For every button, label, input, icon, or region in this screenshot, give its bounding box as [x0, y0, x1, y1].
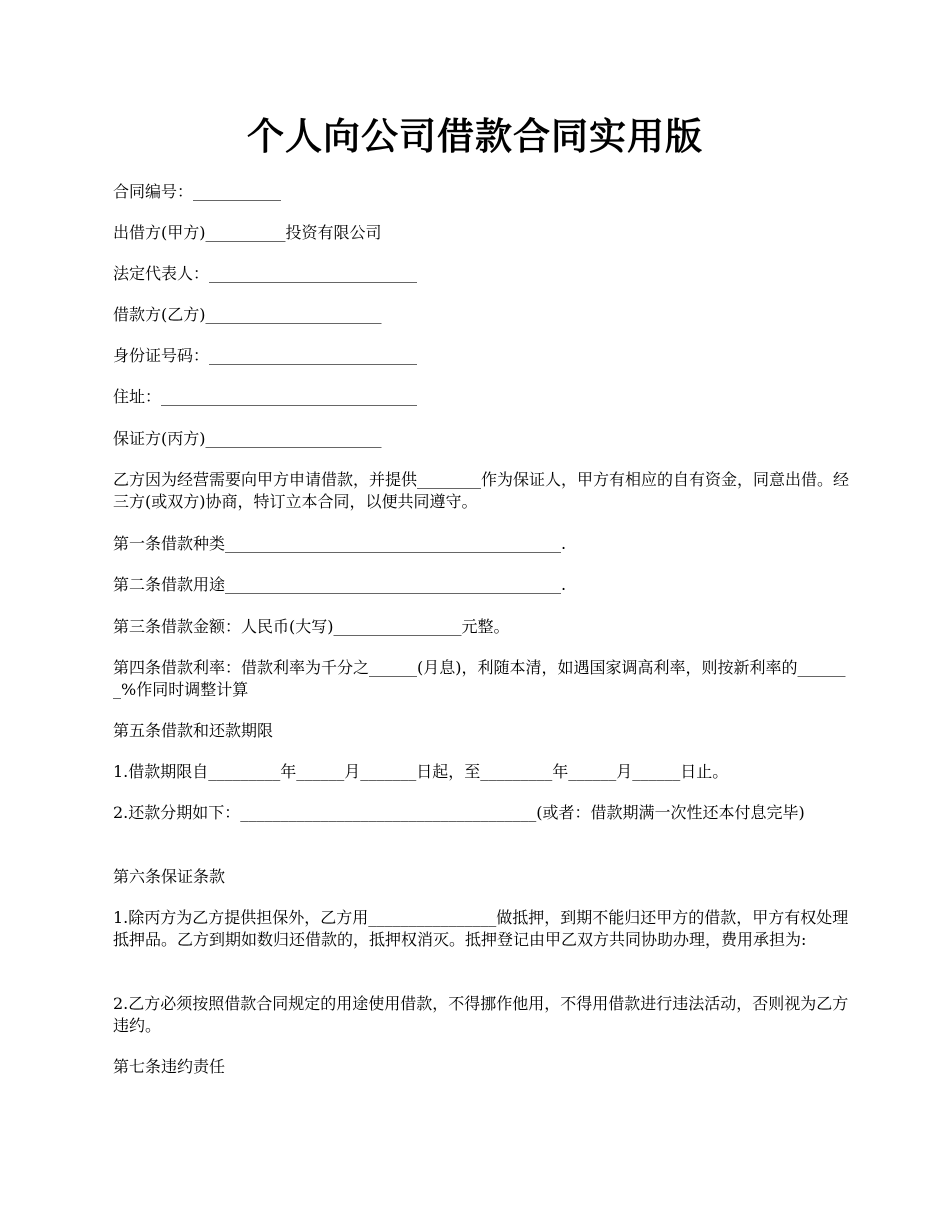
- address-line: 住址：________________________________: [113, 387, 418, 406]
- repayment-line: 2.还款分期如下：_____________________________________(或者：借款期满一次性还本付息完毕): [113, 803, 805, 822]
- article-5-heading: 第五条借款和还款期限: [113, 721, 274, 740]
- guarantor-line: 保证方(丙方)______________________: [113, 429, 382, 448]
- borrower-line: 借款方(乙方)______________________: [113, 305, 382, 324]
- id-number-line: 身份证号码：__________________________: [113, 346, 418, 365]
- article-7-heading: 第七条违约责任: [113, 1057, 226, 1076]
- document-title: 个人向公司借款合同实用版: [247, 114, 703, 158]
- loan-term-line: 1.借款期限自_________年______月_______日起，至_________年______月______日止。: [113, 762, 729, 781]
- contract-number-line: 合同编号：___________: [113, 182, 282, 201]
- article-1-loan-type: 第一条借款种类__________________________________________.: [113, 534, 567, 553]
- legal-representative-line: 法定代表人：__________________________: [113, 264, 418, 283]
- lender-line: 出借方(甲方)__________投资有限公司: [113, 223, 382, 242]
- guarantee-clause-2: 2.乙方必须按照借款合同规定的用途使用借款，不得挪作他用，不得用借款进行违法活动，否则视为乙方违约。: [113, 994, 849, 1035]
- article-2-loan-purpose: 第二条借款用途__________________________________________.: [113, 575, 567, 594]
- article-4-interest-rate: 第四条借款利率：借款利率为千分之______(月息)，利随本清，如遇国家调高利率，则按新利率的_______%作同时调整计算: [113, 658, 846, 699]
- guarantee-clause-1: 1.除丙方为乙方提供担保外，乙方用________________做抵押，到期不能归还甲方的借款，甲方有权处理抵押品。乙方到期如数归还借款的，抵押权消灭。抵押登记由甲乙双方共同协助办理，费用承担为:: [113, 908, 849, 949]
- article-3-loan-amount: 第三条借款金额：人民币(大写)________________元整。: [113, 617, 510, 636]
- article-6-heading: 第六条保证条款: [113, 867, 226, 886]
- preamble-paragraph: 乙方因为经营需要向甲方申请借款，并提供________作为保证人，甲方有相应的自有资金，同意出借。经三方(或双方)协商，特订立本合同，以便共同遵守。: [113, 470, 850, 511]
